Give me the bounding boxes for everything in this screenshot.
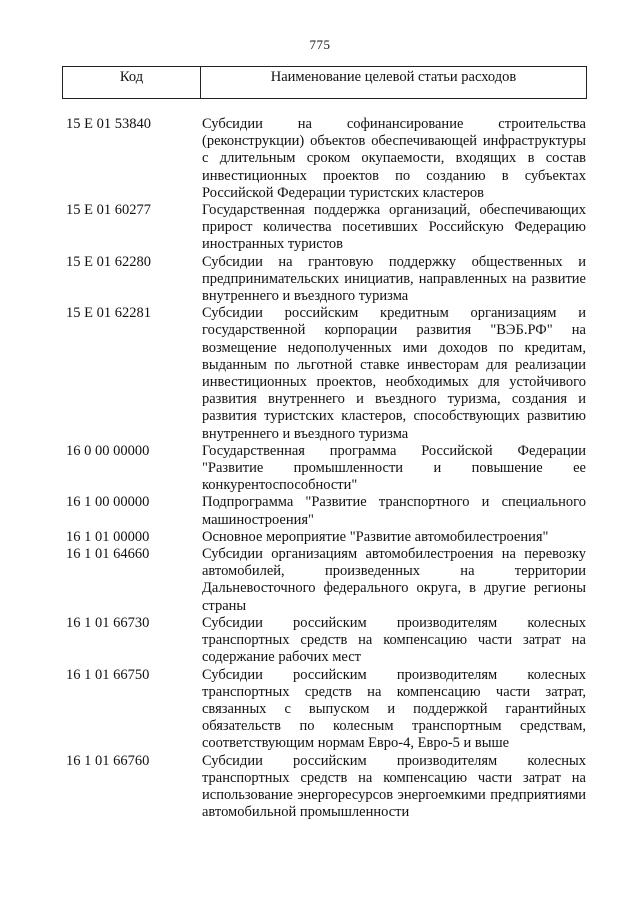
- page-number: 775: [309, 37, 331, 52]
- row-code: 15 Е 01 53840: [66, 116, 151, 132]
- row-code: 16 0 00 00000: [66, 442, 150, 459]
- row-code: 16 1 01 64660: [66, 546, 150, 563]
- row-text: Субсидии российским производителям колесных транспортных средств на компенсацию части затрат, связанных с выпуском и поддержкой гарантийных обязательств по колесным транспортным средствам, соответствующим нормам Евро-4, Евро-5 и выше: [202, 666, 586, 752]
- row-code: 15 Е 01 62281: [66, 305, 151, 322]
- table-row: [0, 305, 640, 443]
- table-row: [0, 202, 640, 254]
- row-text: Основное мероприятие "Развитие автомобилестроения": [202, 528, 549, 545]
- table-row: [0, 615, 640, 667]
- table-row: [0, 667, 640, 753]
- table-header: [62, 66, 587, 99]
- row-text: Государственная программа Российской Федерации "Развитие промышленности и повышение ее конкурентоспособности": [202, 442, 586, 494]
- header-code-label: Код: [63, 67, 201, 98]
- table-row: [0, 116, 640, 202]
- row-code: 15 Е 01 60277: [66, 202, 151, 219]
- row-text: Государственная поддержка организаций, обеспечивающих прирост количества посетивших Российскую Федерацию иностранных туристов: [202, 202, 586, 253]
- row-code: 16 1 01 66750: [66, 666, 150, 683]
- table-body: [0, 116, 640, 821]
- row-text: Подпрограмма "Развитие транспортного и специального машиностроения": [202, 494, 586, 528]
- row-code: 16 1 01 00000: [66, 528, 150, 545]
- row-code: 16 1 01 66730: [66, 614, 150, 631]
- row-text: Субсидии на грантовую поддержку общественных и предпринимательских инициатив, направленных на развитие внутреннего и въездного туризма: [202, 253, 586, 305]
- table-row: [0, 443, 640, 495]
- table-row: [0, 529, 640, 546]
- table-row: [0, 494, 640, 528]
- row-code: 15 Е 01 62280: [66, 253, 151, 270]
- row-code: 16 1 00 00000: [66, 494, 150, 511]
- row-code: 16 1 01 66760: [66, 752, 150, 769]
- row-text: Субсидии российским кредитным организациям и государственной корпорации развития "ВЭБ.РФ" на возмещение недополученных ими доходов по кредитам, выданным по льготной ставке инвесторам для реализации инвестиционных проектов, необходимых для устойчивого развития внутреннего и въездного туризма, создания и развития туристских кластеров, способствующих развитию внутреннего и въездного туризма: [202, 305, 586, 442]
- row-text: Субсидии организациям автомобилестроения на перевозку автомобилей, произведенных на территории Дальневосточного федерального округа, в другие регионы страны: [202, 546, 586, 614]
- table-row: [0, 753, 640, 822]
- table-row: [0, 546, 640, 615]
- table-row: [0, 254, 640, 306]
- row-text: Субсидии на софинансирование строительства (реконструкции) объектов обеспечивающей инфраструктуры с длительным сроком окупаемости, входящих в состав инвестиционных проектов по созданию в субъектах Российской Федерации туристских кластеров: [202, 116, 586, 201]
- row-text: Субсидии российским производителям колесных транспортных средств на компенсацию части затрат на использование энергоресурсов энергоемкими предприятиями автомобильной промышленности: [202, 752, 586, 821]
- row-text: Субсидии российским производителям колесных транспортных средств на компенсацию части затрат на содержание рабочих мест: [202, 614, 586, 666]
- header-name-label: Наименование целевой статьи расходов: [270, 69, 517, 85]
